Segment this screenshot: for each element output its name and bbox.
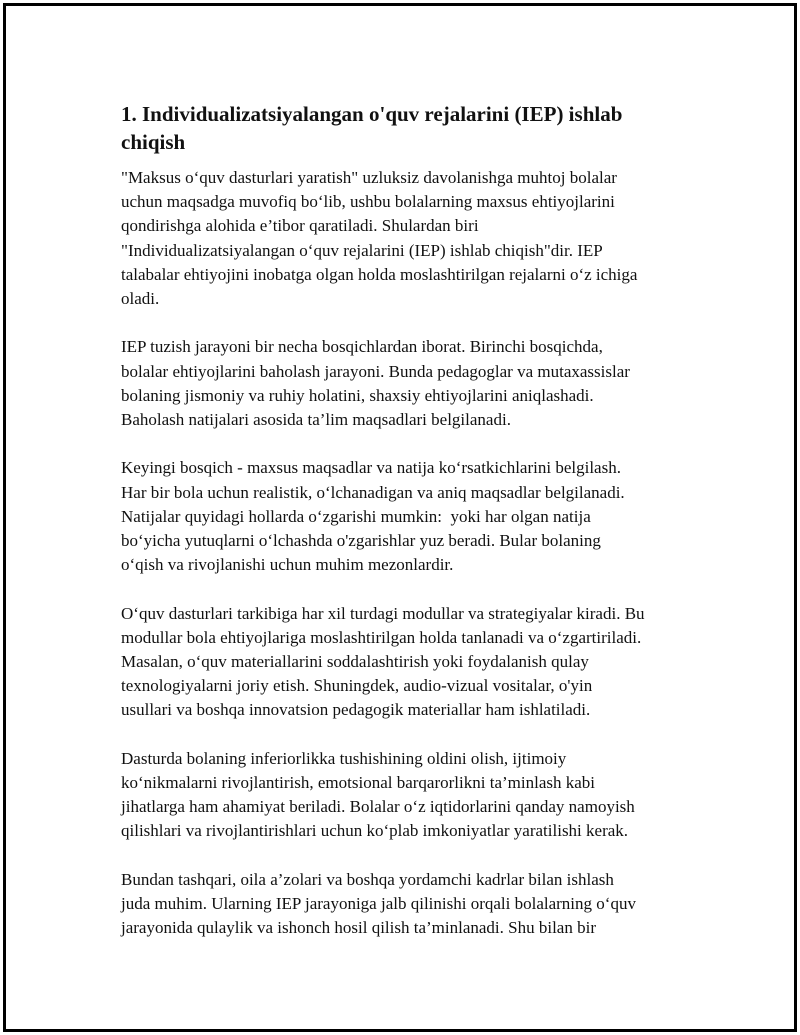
text-line: juda muhim. Ularning IEP jarayoniga jalb qilinishi orqali bolalarning o‘quv (121, 894, 636, 914)
text-line: bolaning jismoniy va ruhiy holatini, shaxsiy ehtiyojlarini aniqlashadi. (121, 385, 594, 405)
text-line: qilishlari va rivojlantirishlari uchun ko‘plab imkoniyatlar yaratilishi kerak. (121, 821, 629, 841)
text-line: Baholash natijalari asosida ta’lim maqsadlari belgilanadi. (121, 410, 511, 430)
text-line: talabalar ehtiyojini inobatga olgan holda moslashtirilgan rejalarni o‘z ichiga (121, 264, 638, 284)
text-line: IEP tuzish jarayoni bir necha bosqichlardan iborat. Birinchi bosqichda, (121, 337, 603, 357)
text-line: modullar bola ehtiyojlariga moslashtirilgan holda tanlanadi va o‘zgartiriladi. (121, 627, 642, 647)
text-line: jarayonida qulaylik va ishonch hosil qilish ta’minlanadi. Shu bilan bir (121, 918, 596, 938)
paragraph-5 (121, 747, 701, 844)
text-line: bolalar ehtiyojlarini baholash jarayoni. Bunda pedagoglar va mutaxassislar (121, 361, 630, 381)
text-line: ko‘nikmalarni rivojlantirish, emotsional barqarorlikni ta’minlash kabi (121, 773, 595, 793)
text-line: usullari va boshqa innovatsion pedagogik materiallar ham ishlatiladi. (121, 700, 591, 720)
text-line: uchun maqsadga muvofiq bo‘lib, ushbu bolalarning maxsus ehtiyojlarini (121, 192, 615, 212)
heading-line: chiqish (121, 130, 186, 154)
paragraph-3 (121, 456, 701, 577)
section-heading (121, 100, 701, 156)
text-line: O‘quv dasturlari tarkibiga har xil turdagi modullar va strategiyalar kiradi. Bu (121, 603, 645, 623)
text-line: jihatlarga ham ahamiyat beriladi. Bolalar o‘z iqtidorlarini qanday namoyish (121, 797, 635, 817)
document-body (121, 100, 701, 965)
text-line: "Maksus o‘quv dasturlari yaratish" uzluksiz davolanishga muhtoj bolalar (121, 168, 617, 187)
text-line: Dasturda bolaning inferiorlikka tushishining oldini olish, ijtimoiy (121, 748, 567, 768)
heading-line: 1. Individualizatsiyalangan o'quv rejalarini (IEP) ishlab (121, 102, 623, 126)
text-line: Natijalar quyidagi hollarda o‘zgarishi mumkin: yoki har olgan natija (121, 506, 591, 526)
text-line: "Individualizatsiyalangan o‘quv rejalarini (IEP) ishlab chiqish"dir. IEP (121, 240, 603, 260)
text-line: Bundan tashqari, oila a’zolari va boshqa yordamchi kadrlar bilan ishlash (121, 869, 614, 889)
page-frame (3, 3, 797, 1032)
text-line: qondirishga alohida e’tibor qaratiladi. Shulardan biri (121, 216, 479, 236)
paragraph-6 (121, 868, 701, 941)
text-line: o‘qish va rivojlanishi uchun muhim mezonlardir. (121, 555, 454, 575)
text-line: Har bir bola uchun realistik, o‘lchanadigan va aniq maqsadlar belgilanadi. (121, 482, 625, 502)
paragraph-1 (121, 166, 701, 311)
text-line: texnologiyalarni joriy etish. Shuningdek, audio-vizual vositalar, o'yin (121, 676, 593, 696)
text-line: bo‘yicha yutuqlarni o‘lchashda o'zgarishlar yuz beradi. Bular bolaning (121, 531, 601, 551)
paragraph-2 (121, 335, 701, 432)
text-line: oladi. (121, 289, 160, 309)
paragraph-4 (121, 602, 701, 723)
text-line: Keyingi bosqich - maxsus maqsadlar va natija ko‘rsatkichlarini belgilash. (121, 458, 621, 478)
text-line: Masalan, o‘quv materiallarini soddalashtirish yoki foydalanish qulay (121, 652, 589, 672)
